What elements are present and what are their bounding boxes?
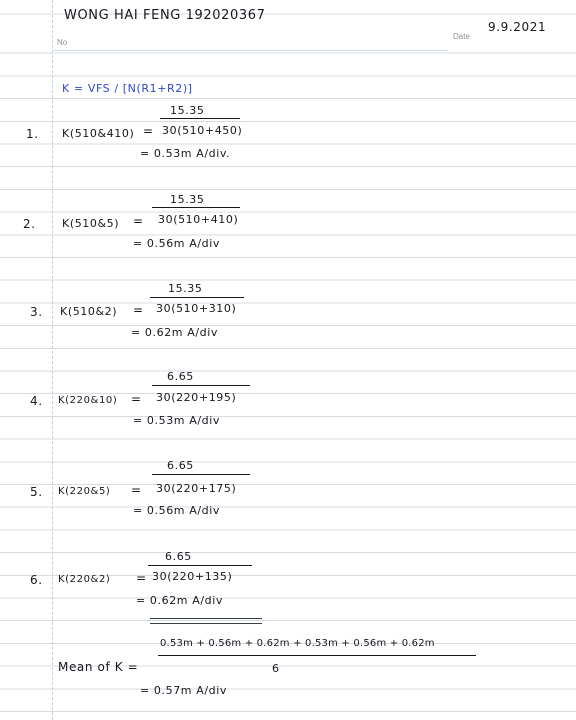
item1-fraction-line xyxy=(160,118,240,119)
item4-denominator: 30(220+195) xyxy=(156,391,237,404)
date-label: Date xyxy=(453,32,470,41)
item3-result: = 0.62m A/div xyxy=(131,326,218,339)
item5-label: K(220&5) xyxy=(58,486,111,497)
item6-label: K(220&2) xyxy=(58,574,111,585)
item5-fraction-line xyxy=(152,474,250,475)
item5-equals: = xyxy=(131,483,142,497)
margin-line xyxy=(52,0,54,720)
mean-result: = 0.57m A/div xyxy=(140,684,227,697)
item6-fraction-line xyxy=(148,565,252,566)
item1-equals: = xyxy=(143,124,154,138)
item6-result: = 0.62m A/div xyxy=(136,594,223,607)
item4-number: 4. xyxy=(30,394,43,408)
item3-number: 3. xyxy=(30,305,43,319)
double-underline xyxy=(150,618,262,624)
no-label: No xyxy=(57,38,68,47)
item2-result: = 0.56m A/div xyxy=(133,237,220,250)
item1-denominator: 30(510+450) xyxy=(162,124,243,137)
item5-denominator: 30(220+175) xyxy=(156,482,237,495)
item1-label: K(510&410) xyxy=(62,127,135,140)
item3-equals: = xyxy=(133,303,144,317)
item2-label: K(510&5) xyxy=(62,217,120,230)
item3-denominator: 30(510+310) xyxy=(156,302,237,315)
item6-equals: = xyxy=(136,571,147,585)
item4-fraction-line xyxy=(152,385,250,386)
item4-result: = 0.53m A/div xyxy=(133,414,220,427)
item2-denominator: 30(510+410) xyxy=(158,213,239,226)
item2-fraction-line xyxy=(152,207,240,208)
item1-numerator: 15.35 xyxy=(170,104,205,117)
item5-numerator: 6.65 xyxy=(167,459,194,472)
item1-number: 1. xyxy=(26,127,39,141)
item4-equals: = xyxy=(131,392,142,406)
item4-label: K(220&10) xyxy=(58,395,118,406)
item3-numerator: 15.35 xyxy=(168,282,203,295)
item6-number: 6. xyxy=(30,573,43,587)
item2-equals: = xyxy=(133,214,144,228)
item5-result: = 0.56m A/div xyxy=(133,504,220,517)
formula: K = VFS / [N(R1+R2)] xyxy=(62,82,193,95)
mean-denominator: 6 xyxy=(272,662,280,675)
item3-label: K(510&2) xyxy=(60,305,118,318)
mean-label: Mean of K = xyxy=(58,660,139,674)
mean-fraction-line xyxy=(158,655,476,656)
student-name: WONG HAI FENG 192020367 xyxy=(64,8,266,23)
item3-fraction-line xyxy=(150,297,244,298)
item1-result: = 0.53m A/div. xyxy=(140,147,231,160)
item2-numerator: 15.35 xyxy=(170,193,205,206)
item2-number: 2. xyxy=(23,217,36,231)
date-value: 9.9.2021 xyxy=(488,20,547,34)
item5-number: 5. xyxy=(30,485,43,499)
item6-numerator: 6.65 xyxy=(165,550,192,563)
mean-numerator: 0.53m + 0.56m + 0.62m + 0.53m + 0.56m + 0.62m xyxy=(160,638,435,649)
item6-denominator: 30(220+135) xyxy=(152,570,233,583)
no-line xyxy=(52,50,448,51)
item4-numerator: 6.65 xyxy=(167,370,194,383)
